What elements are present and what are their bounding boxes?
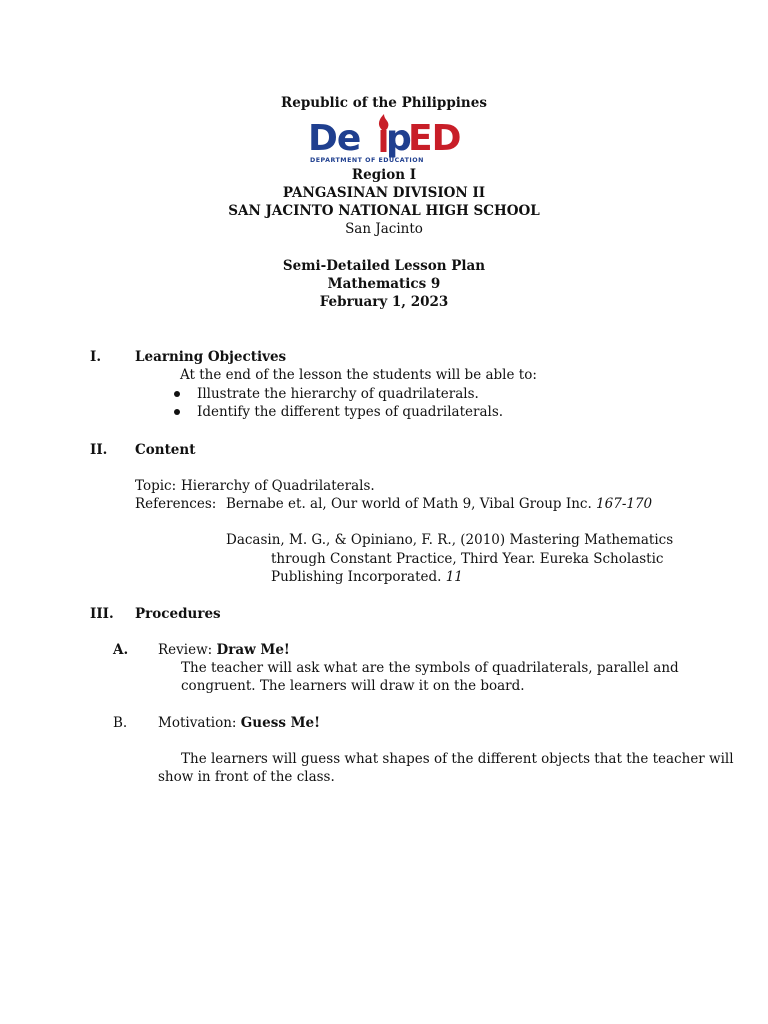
procedure-a-name: Draw Me!	[216, 642, 290, 658]
plan-date: February 1, 2023	[319, 294, 449, 310]
reference-1-text: Bernabe et. al, Our world of Math 9, Vibal Group Inc.	[226, 496, 592, 512]
svg-text:De: De	[308, 118, 361, 159]
town: San Jacinto	[345, 221, 423, 237]
section-number: III.	[90, 606, 114, 622]
procedure-a-label: Review:	[158, 642, 213, 658]
deped-logo	[308, 112, 468, 166]
division: PANGASINAN DIVISION II	[282, 185, 486, 201]
objective-item: Illustrate the hierarchy of quadrilaterals.	[197, 386, 479, 402]
republic-heading: Republic of the Philippines	[281, 95, 487, 111]
region: Region I	[351, 167, 417, 183]
procedure-letter-a: A.	[113, 642, 129, 658]
reference-2-text: Publishing Incorporated.	[271, 569, 442, 585]
procedure-b-label: Motivation:	[158, 715, 237, 731]
procedure-a-line-1: The teacher will ask what are the symbols of quadrilaterals, parallel and	[181, 660, 679, 676]
reference-2-line-2: through Constant Practice, Third Year. Eureka Scholastic	[271, 551, 664, 567]
reference-1-pages: 167-170	[596, 496, 653, 512]
procedure-b-line-2: show in front of the class.	[158, 769, 335, 785]
bullet-icon	[174, 409, 180, 415]
topic-label: Topic:	[135, 478, 177, 494]
procedure-b-name: Guess Me!	[240, 715, 321, 731]
section-title-content: Content	[135, 442, 196, 458]
procedure-letter-b: B.	[113, 715, 128, 731]
section-title-objectives: Learning Objectives	[135, 349, 287, 365]
section-title-procedures: Procedures	[135, 606, 221, 622]
plan-title: Semi-Detailed Lesson Plan	[282, 258, 486, 274]
reference-2-pages: 11	[445, 569, 463, 585]
procedure-b-line-1: The learners will guess what shapes of the different objects that the teacher will	[181, 751, 734, 767]
school-name: SAN JACINTO NATIONAL HIGH SCHOOL	[228, 203, 540, 219]
references-label: References:	[135, 496, 217, 512]
plan-subject: Mathematics 9	[327, 276, 441, 292]
procedure-b-heading	[158, 714, 320, 732]
section-number: II.	[90, 442, 108, 458]
objectives-intro: At the end of the lesson the students will be able to:	[180, 367, 537, 383]
logo-tagline: DEPARTMENT OF EDUCATION	[310, 157, 424, 164]
reference-2-line-3	[271, 568, 463, 586]
procedure-a-heading	[158, 641, 290, 659]
svg-text:ED: ED	[408, 118, 461, 159]
topic-value: Hierarchy of Quadrilaterals.	[181, 478, 375, 494]
svg-text:p: p	[386, 118, 412, 159]
reference-2-line-1: Dacasin, M. G., & Opiniano, F. R., (2010) Mastering Mathematics	[226, 532, 674, 548]
section-number: I.	[90, 349, 102, 365]
objective-item: Identify the different types of quadrilaterals.	[197, 404, 504, 420]
bullet-icon	[174, 391, 180, 397]
reference-1	[226, 495, 652, 513]
procedure-a-line-2: congruent. The learners will draw it on the board.	[181, 678, 525, 694]
